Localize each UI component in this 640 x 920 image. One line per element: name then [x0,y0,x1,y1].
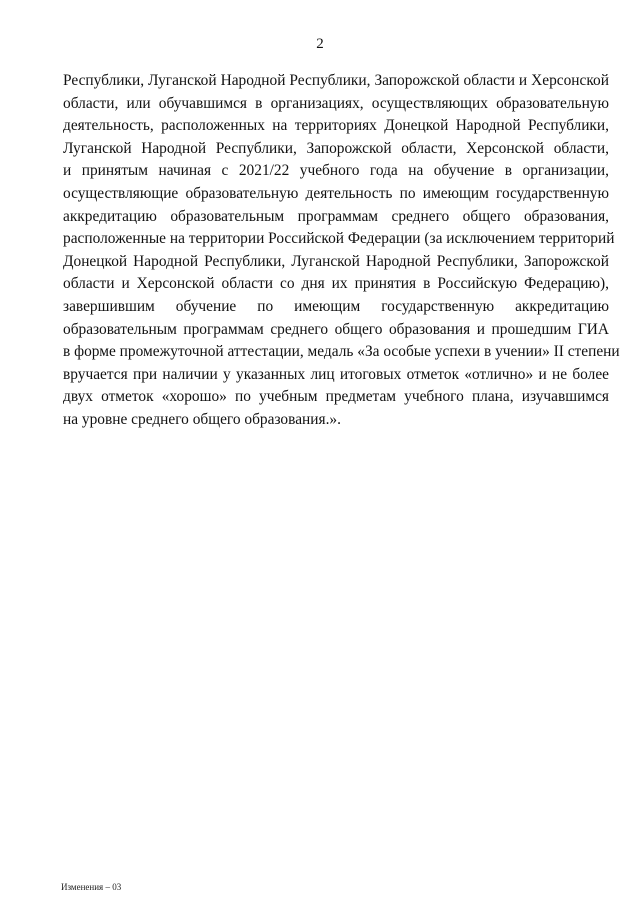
body-line: деятельность, расположенных на территориях Донецкой Народной Республики, [63,117,609,135]
body-line: осуществляющие образовательную деятельность по имеющим государственную [63,184,609,202]
body-line: вручается при наличии у указанных лиц итоговых отметок «отлично» и не более [63,365,609,383]
body-line: Луганской Народной Республики, Запорожской области, Херсонской области, [63,139,609,157]
body-line: области и Херсонской области со дня их принятия в Российскую Федерацию), [63,275,609,293]
body-paragraph [63,70,620,432]
body-line: двух отметок «хорошо» по учебным предметам учебного плана, изучавшимся [63,388,609,406]
body-line: завершившим обучение по имеющим государственную аккредитацию [63,297,609,315]
body-line: Донецкой Народной Республики, Луганской Народной Республики, Запорожской [63,252,609,270]
body-line: расположенные на территории Российской Федерации (за исключением территорий [63,230,615,248]
body-line: в форме промежуточной аттестации, медаль «За особые успехи в учении» II степени [63,343,620,361]
body-line: на уровне среднего общего образования.». [63,410,341,428]
body-line: аккредитацию образовательным программам среднего общего образования, [63,207,609,225]
body-line: и принятым начиная с 2021/22 учебного года на обучение в организации, [63,162,609,180]
body-line: области, или обучавшимся в организациях, осуществляющих образовательную [63,94,609,112]
footer-note: Изменения – 03 [61,882,122,892]
body-line: Республики, Луганской Народной Республики, Запорожской области и Херсонской [63,72,609,89]
body-line: образовательным программам среднего общего образования и прошедшим ГИА [63,320,609,338]
page-number: 2 [316,36,324,52]
